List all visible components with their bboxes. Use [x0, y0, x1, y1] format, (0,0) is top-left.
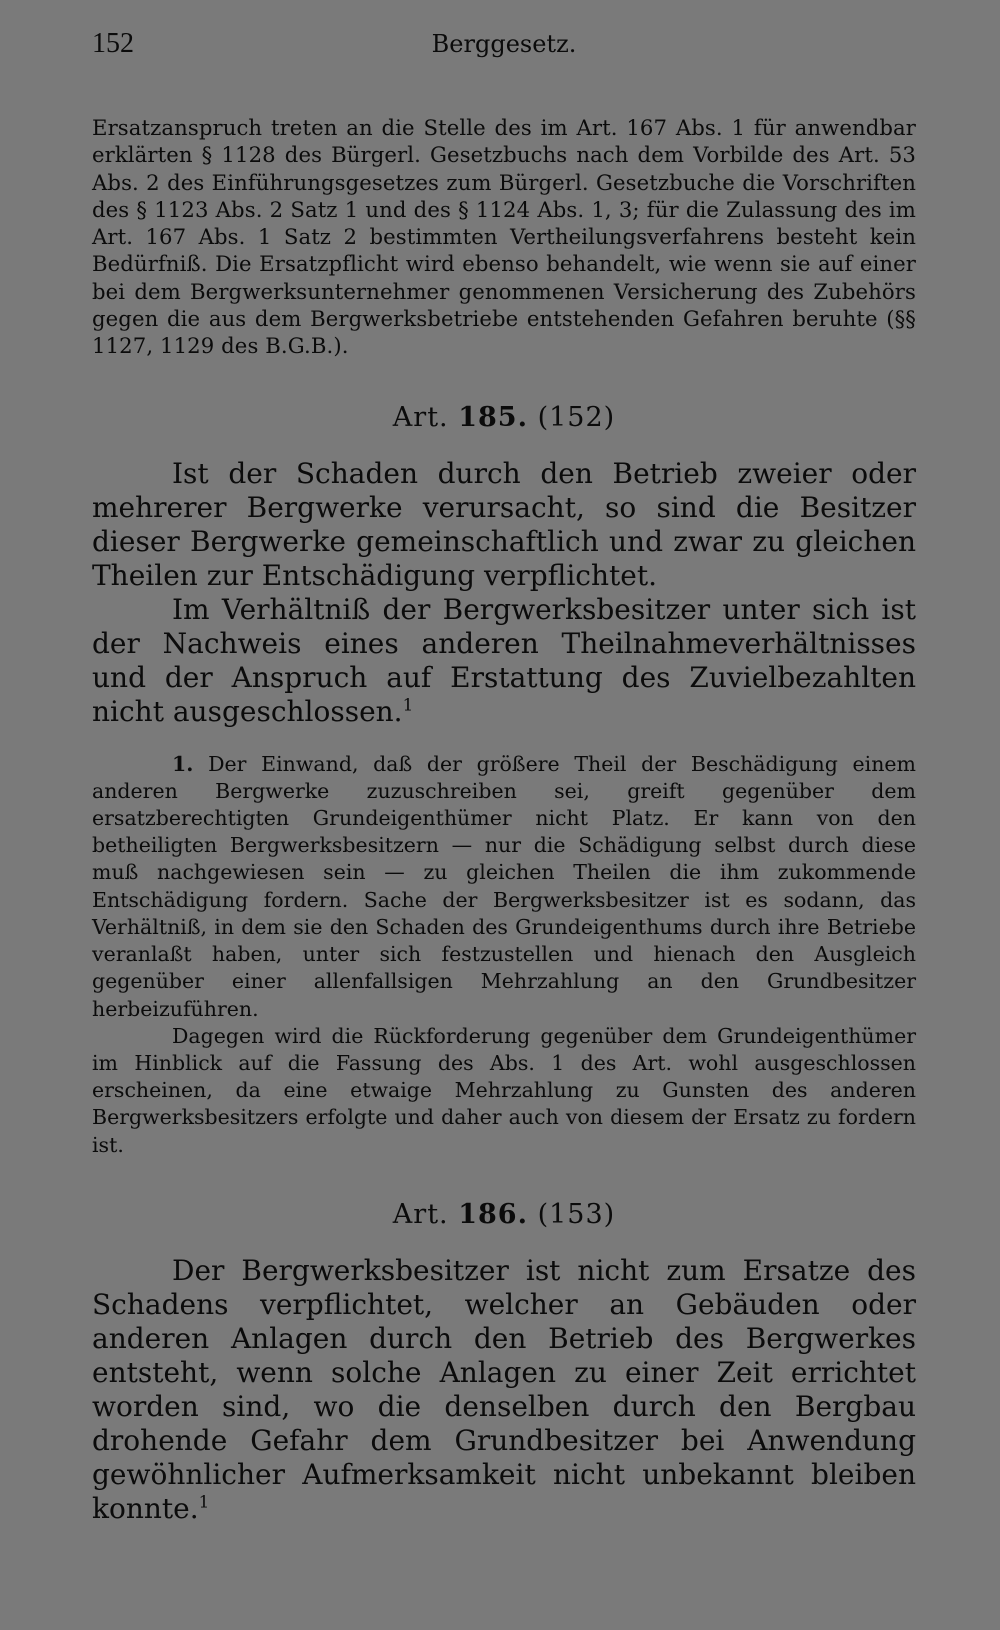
- article-185-number: 185.: [458, 401, 528, 433]
- running-title: Berggesetz.: [431, 30, 577, 58]
- article-186-ref: (153): [537, 1198, 616, 1230]
- article-186-paragraph: [92, 1254, 916, 1526]
- note-paragraph-1: [92, 751, 916, 1023]
- footnote-marker: 1: [198, 1491, 210, 1512]
- article-185-label: Art.: [392, 401, 449, 433]
- note-paragraph-1-text: Der Einwand, daß der größere Theil der Beschädigung einem anderen Bergwerke zuzuschreiben sei, greift gegenüber dem ersatzberechtigten Grundeigenthümer nicht Platz. Er kann von den betheiligten Bergwerksbesitzern — nur die Schädigung selbst durch diese muß nachgewiesen sein — zu gleichen Theilen die ihm zukommende Entschädigung fordern. Sache der Bergwerksbesitzer ist es sodann, das Verhältniß, in dem sie den Schaden des Grundeigenthums durch ihre Betriebe veranlaßt haben, unter sich festzustellen und hienach den Ausgleich gegenüber einer allenfallsigen Mehrzahlung an den Grundbesitzer herbeizuführen.: [92, 751, 916, 1021]
- article-186-label: Art.: [392, 1198, 449, 1230]
- note-paragraph-2: Dagegen wird die Rückforderung gegenüber dem Grundeigenthümer im Hinblick auf die Fassung des Abs. 1 des Art. wohl ausgeschlossen erscheinen, da eine etwaige Mehrzahlung zu Gunsten des anderen Bergwerksbesitzers erfolgte und daher auch von diesem der Ersatz zu fordern ist.: [92, 1023, 916, 1157]
- article-186-heading: [92, 1199, 916, 1230]
- article-186-paragraph-text: Der Bergwerksbesitzer ist nicht zum Ersatze des Schadens verpflichtet, welcher an Gebäuden oder anderen Anlagen durch den Betrieb des Bergwerkes entsteht, wenn solche Anlagen zu einer Zeit errichtet worden sind, wo die denselben durch den Bergbau drohende Gefahr dem Grundbesitzer bei Anwendung gewöhnlicher Aufmerksamkeit nicht unbekannt bleiben konnte.: [92, 1253, 916, 1525]
- article-185-paragraph-2-text: Im Verhältniß der Bergwerksbesitzer unter sich ist der Nachweis eines anderen Theilnahmeverhältnisses und der Anspruch auf Erstattung des Zuvielbezahlten nicht ausgeschlossen.: [92, 592, 916, 728]
- article-185-body: [92, 457, 916, 729]
- article-185-note: [92, 751, 916, 1159]
- note-number: 1.: [172, 751, 194, 776]
- page-header: [92, 28, 916, 76]
- article-186-body: [92, 1254, 916, 1526]
- article-185-paragraph-1: Ist der Schaden durch den Betrieb zweier oder mehrerer Bergwerke verursacht, so sind die Besitzer dieser Bergwerke gemeinschaftlich und zwar zu gleichen Theilen zur Entschädigung verpflichtet.: [92, 456, 916, 592]
- article-185-ref: (152): [537, 401, 616, 433]
- article-185-paragraph-2: [92, 593, 916, 729]
- article-185-heading: [92, 402, 916, 433]
- intro-paragraph: Ersatzanspruch treten an die Stelle des im Art. 167 Abs. 1 für anwendbar erklärten § 1128 des Bürgerl. Gesetzbuchs nach dem Vorbilde des Art. 53 Abs. 2 des Einführungsgesetzes zum Bürgerl. Gesetzbuche die Vorschriften des § 1123 Abs. 2 Satz 1 und des § 1124 Abs. 1, 3; für die Zulassung des im Art. 167 Abs. 1 Satz 2 bestimmten Vertheilungsverfahrens besteht kein Bedürfniß. Die Ersatzpflicht wird ebenso behandelt, wie wenn sie auf einer bei dem Bergwerksunternehmer genommenen Versicherung des Zubehörs gegen die aus dem Bergwerksbetriebe entstehenden Gefahren beruhte (§§ 1127, 1129 des B.G.B.).: [92, 115, 916, 359]
- article-186-number: 186.: [458, 1198, 528, 1230]
- intro-section: [92, 114, 916, 360]
- footnote-marker: 1: [402, 694, 414, 715]
- page-number: 152: [92, 28, 134, 59]
